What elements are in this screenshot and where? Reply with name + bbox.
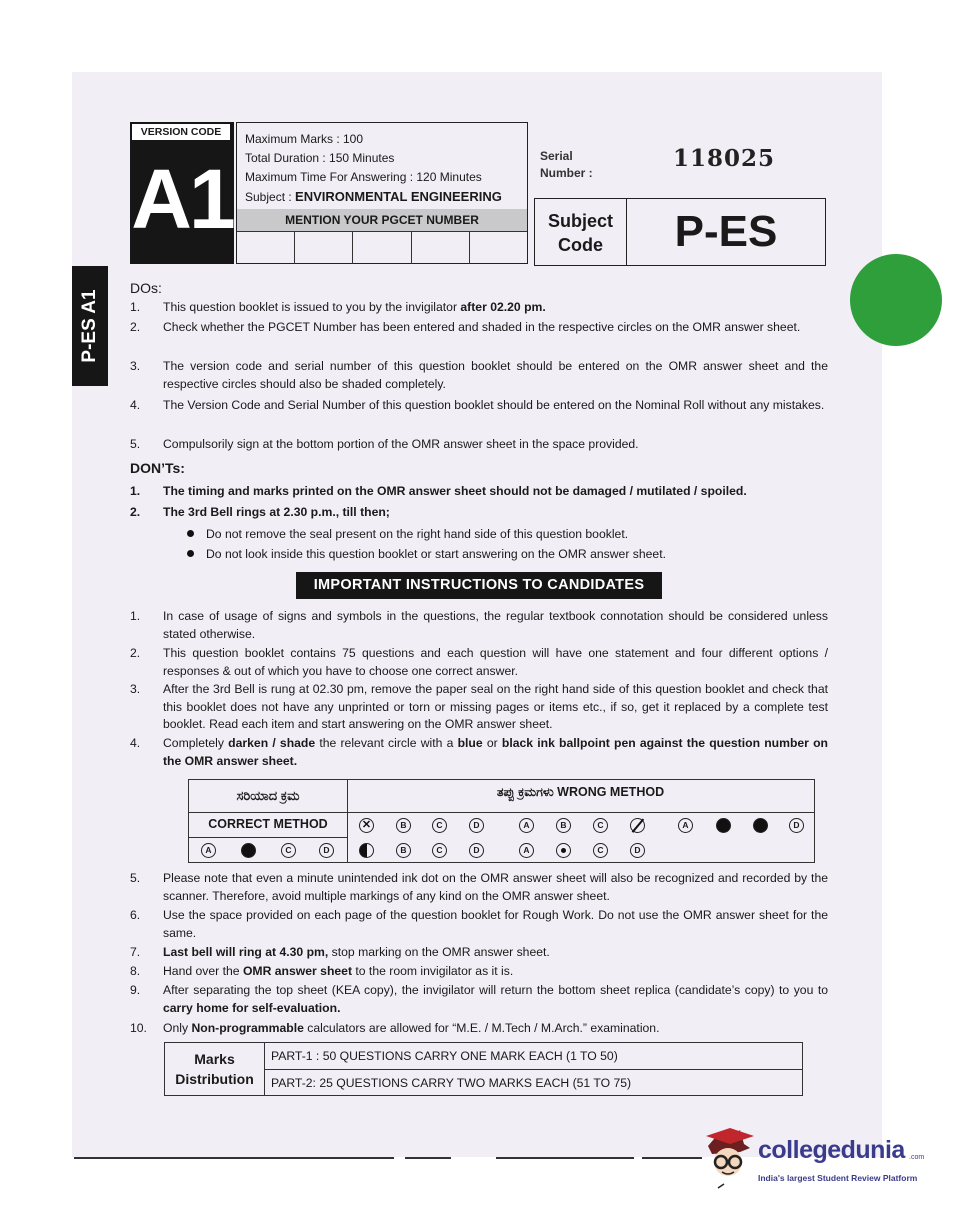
item-bold-text: after 02.20 pm. [460,300,546,314]
item-text: Use the space provided on each page of the question booklet for Rough Work. Do not use the OMR answer sheet for the same. [163,908,828,940]
bubble-c: C [432,843,447,858]
subject-code-label-line2: Code [558,235,603,255]
item-number: 6. [130,908,141,922]
marks-label-line1: Marks [194,1051,235,1067]
item-text: After separating the top sheet (KEA copy), the invigilator will return the bottom sheet replica (candidate’s copy) to you to [163,983,828,997]
marks-distribution-table [164,1042,803,1096]
bullet-text: Do not remove the seal present on the right hand side of this question booklet. [206,527,629,541]
item-number: 10. [130,1021,147,1035]
item-text: The Version Code and Serial Number of this question booklet should be entered on the Nominal Roll without any mistakes. [163,398,825,412]
item-text: Check whether the PGCET Number has been entered and shaded in the respective circles on the OMR answer sheet. [163,320,801,334]
item-number: 2. [130,646,141,660]
item-text: The version code and serial number of this question booklet should be entered on the OMR answer sheet and the respective circles should also be shaded completely. [163,359,828,391]
logo-tagline: India's largest Student Review Platform [758,1173,918,1183]
max-answer-time: Maximum Time For Answering : 120 Minutes [245,170,482,184]
item-text: The 3rd Bell rings at 2.30 p.m., till then; [163,505,390,519]
pgcet-cell[interactable] [353,232,411,264]
pgcet-number-label: MENTION YOUR PGCET NUMBER [237,209,527,231]
footer-rule [74,1157,394,1159]
exam-info-box [236,122,528,264]
exam-info-text [245,130,502,207]
donts-item [130,483,828,501]
bullet-dot-icon [187,530,194,537]
footer-rule [642,1157,702,1159]
omr-method-table [188,779,815,863]
donts-item [130,504,828,522]
bubble-b: B [396,818,411,833]
dos-item [130,319,828,337]
serial-label-line2: Number : [540,166,593,180]
instruction-item [130,608,828,643]
item-number: 2. [130,505,141,519]
item-text: This question booklet contains 75 questions and each question will have one statement and four different options / responses & out of which you have to choose one correct answer. [163,646,828,678]
serial-label-line1: Serial [540,149,573,163]
instruction-item [130,645,828,680]
donts-heading: DON’Ts: [130,460,185,476]
item-bold-text: darken / shade [228,736,316,750]
bubble-b: B [396,843,411,858]
dos-item [130,299,828,317]
item-bold-text: black ink ballpoint pen against the question number on the OMR answer sheet. [163,736,829,768]
bubble-slashed [630,818,645,833]
instruction-item [130,982,828,1017]
instruction-item [130,735,828,770]
side-tab-label: P-ES A1 [79,289,100,363]
footer-rule [496,1157,634,1159]
bubble-d: D [630,843,645,858]
subject-code: P-ES [674,207,778,256]
item-bold-text: Last bell will ring at 4.30 pm, [163,945,329,959]
item-text: or [482,736,502,750]
bubble-d: D [319,843,334,858]
instruction-item [130,963,828,981]
logo-domain: .com [909,1154,925,1161]
bubble-crossed [359,818,374,833]
side-tab [72,266,108,386]
item-text: the relevant circle with a [315,736,458,750]
serial-number: 118025 [673,145,776,172]
bubble-a: A [519,843,534,858]
subject-code-box [534,198,826,266]
bubble-c: C [432,818,447,833]
bubble-filled [753,818,768,833]
subject-name: ENVIRONMENTAL ENGINEERING [295,189,502,204]
wrong-method-label: ತಪ್ಪು ಕ್ರಮಗಳು WRONG METHOD [496,785,665,799]
subject-prefix: Subject : [245,190,296,204]
item-text: In case of usage of signs and symbols in the questions, the regular textbook connotation should be considered unless stated otherwise. [163,609,828,641]
collegedunia-logo[interactable] [700,1126,940,1192]
item-number: 5. [130,437,141,451]
correct-method-kannada: ಸರಿಯಾದ ಕ್ರಮ [236,788,300,803]
item-number: 3. [130,682,141,696]
instructions-banner: IMPORTANT INSTRUCTIONS TO CANDIDATES [296,572,662,599]
bubble-d: D [469,843,484,858]
paper-seal[interactable] [850,254,942,346]
marks-part1: PART-1 : 50 QUESTIONS CARRY ONE MARK EACH (1 TO 50) [271,1049,618,1063]
item-text: Please note that even a minute unintended ink dot on the OMR answer sheet will also be recognized and recorded by the scanner. Therefore, avoid multiple markings of any kind on the OMR answer sheet. [163,871,828,903]
item-bold-text: carry home for self-evaluation. [163,1000,341,1015]
donts-bullet [187,527,628,541]
dos-heading: DOs: [130,280,162,296]
item-number: 2. [130,320,141,334]
version-code-label: VERSION CODE [132,124,230,140]
instruction-item [130,907,828,942]
item-number: 1. [130,609,141,623]
item-text: After the 3rd Bell is rung at 02.30 pm, remove the paper seal on the right hand side of this question booklet and check that this booklet does not have any unprinted or torn or missing pages or items etc., if so, get it replaced by a complete test booklet. Read each item and start answering on the OMR answer sheet. [163,682,828,731]
bubble-dotted [556,843,571,858]
dos-item [130,397,828,415]
item-number: 3. [130,359,141,373]
item-number: 4. [130,398,141,412]
item-text: Only [163,1021,192,1035]
footer-rule [405,1157,451,1159]
item-text: Completely [163,736,229,750]
item-text: This question booklet is issued to you by the invigilator [163,300,461,314]
item-number: 7. [130,945,141,959]
item-text: calculators are allowed for “M.E. / M.Tech / M.Arch.” examination. [303,1021,660,1035]
item-text: Hand over the [163,964,243,978]
bullet-text: Do not look inside this question booklet or start answering on the OMR answer sheet. [206,547,666,561]
logo-name: collegedunia [758,1136,905,1164]
item-bold-text: Non-programmable [191,1021,304,1035]
marks-distribution-label [165,1049,264,1089]
marks-label-line2: Distribution [175,1071,254,1087]
bubble-a: A [519,818,534,833]
bubble-filled [716,818,731,833]
max-marks: Maximum Marks : 100 [245,132,364,146]
marks-part2: PART-2: 25 QUESTIONS CARRY TWO MARKS EACH (51 TO 75) [271,1076,632,1090]
bubble-c: C [281,843,296,858]
pgcet-cell[interactable] [470,232,527,264]
instruction-item [130,870,828,905]
instruction-item [130,944,828,962]
dos-item [130,358,828,393]
item-bold-text: OMR answer sheet [242,964,352,978]
bubble-b: B [556,818,571,833]
subject-code-label [535,199,627,265]
item-number: 9. [130,983,141,997]
subject-code-label-line1: Subject [547,211,613,231]
pgcet-number-boxes[interactable] [237,231,527,264]
bubble-c: C [593,818,608,833]
serial-number-label [540,148,593,182]
pgcet-cell[interactable] [237,232,295,264]
bubble-d: D [789,818,804,833]
subject-line [245,187,502,207]
version-code-box [130,122,234,264]
bubble-filled [241,843,256,858]
instruction-item [130,1020,828,1038]
bubble-a: A [678,818,693,833]
item-number: 4. [130,736,141,750]
bubble-half-filled [359,843,374,858]
bubble-c: C [593,843,608,858]
correct-method-label: CORRECT METHOD [208,817,328,831]
bubble-a: A [201,843,216,858]
instruction-item [130,681,828,734]
item-text: Compulsorily sign at the bottom portion of the OMR answer sheet in the space provided. [163,437,639,451]
bullet-dot-icon [187,550,194,557]
item-text: to the room invigilator as it is. [352,964,514,978]
total-duration: Total Duration : 150 Minutes [245,151,395,165]
mascot-icon [700,1126,756,1192]
pgcet-cell[interactable] [412,232,470,264]
item-number: 1. [130,300,141,314]
item-number: 5. [130,871,141,885]
pgcet-cell[interactable] [295,232,353,264]
item-text: stop marking on the OMR answer sheet. [328,945,550,959]
item-bold-text: blue [457,736,483,750]
item-number: 1. [130,484,141,498]
item-number: 8. [130,964,141,978]
bubble-d: D [469,818,484,833]
item-text: The timing and marks printed on the OMR answer sheet should not be damaged / mutilated / spoiled. [163,484,747,498]
dos-item [130,436,828,454]
version-code: A1 [131,152,233,246]
donts-bullet [187,547,666,561]
